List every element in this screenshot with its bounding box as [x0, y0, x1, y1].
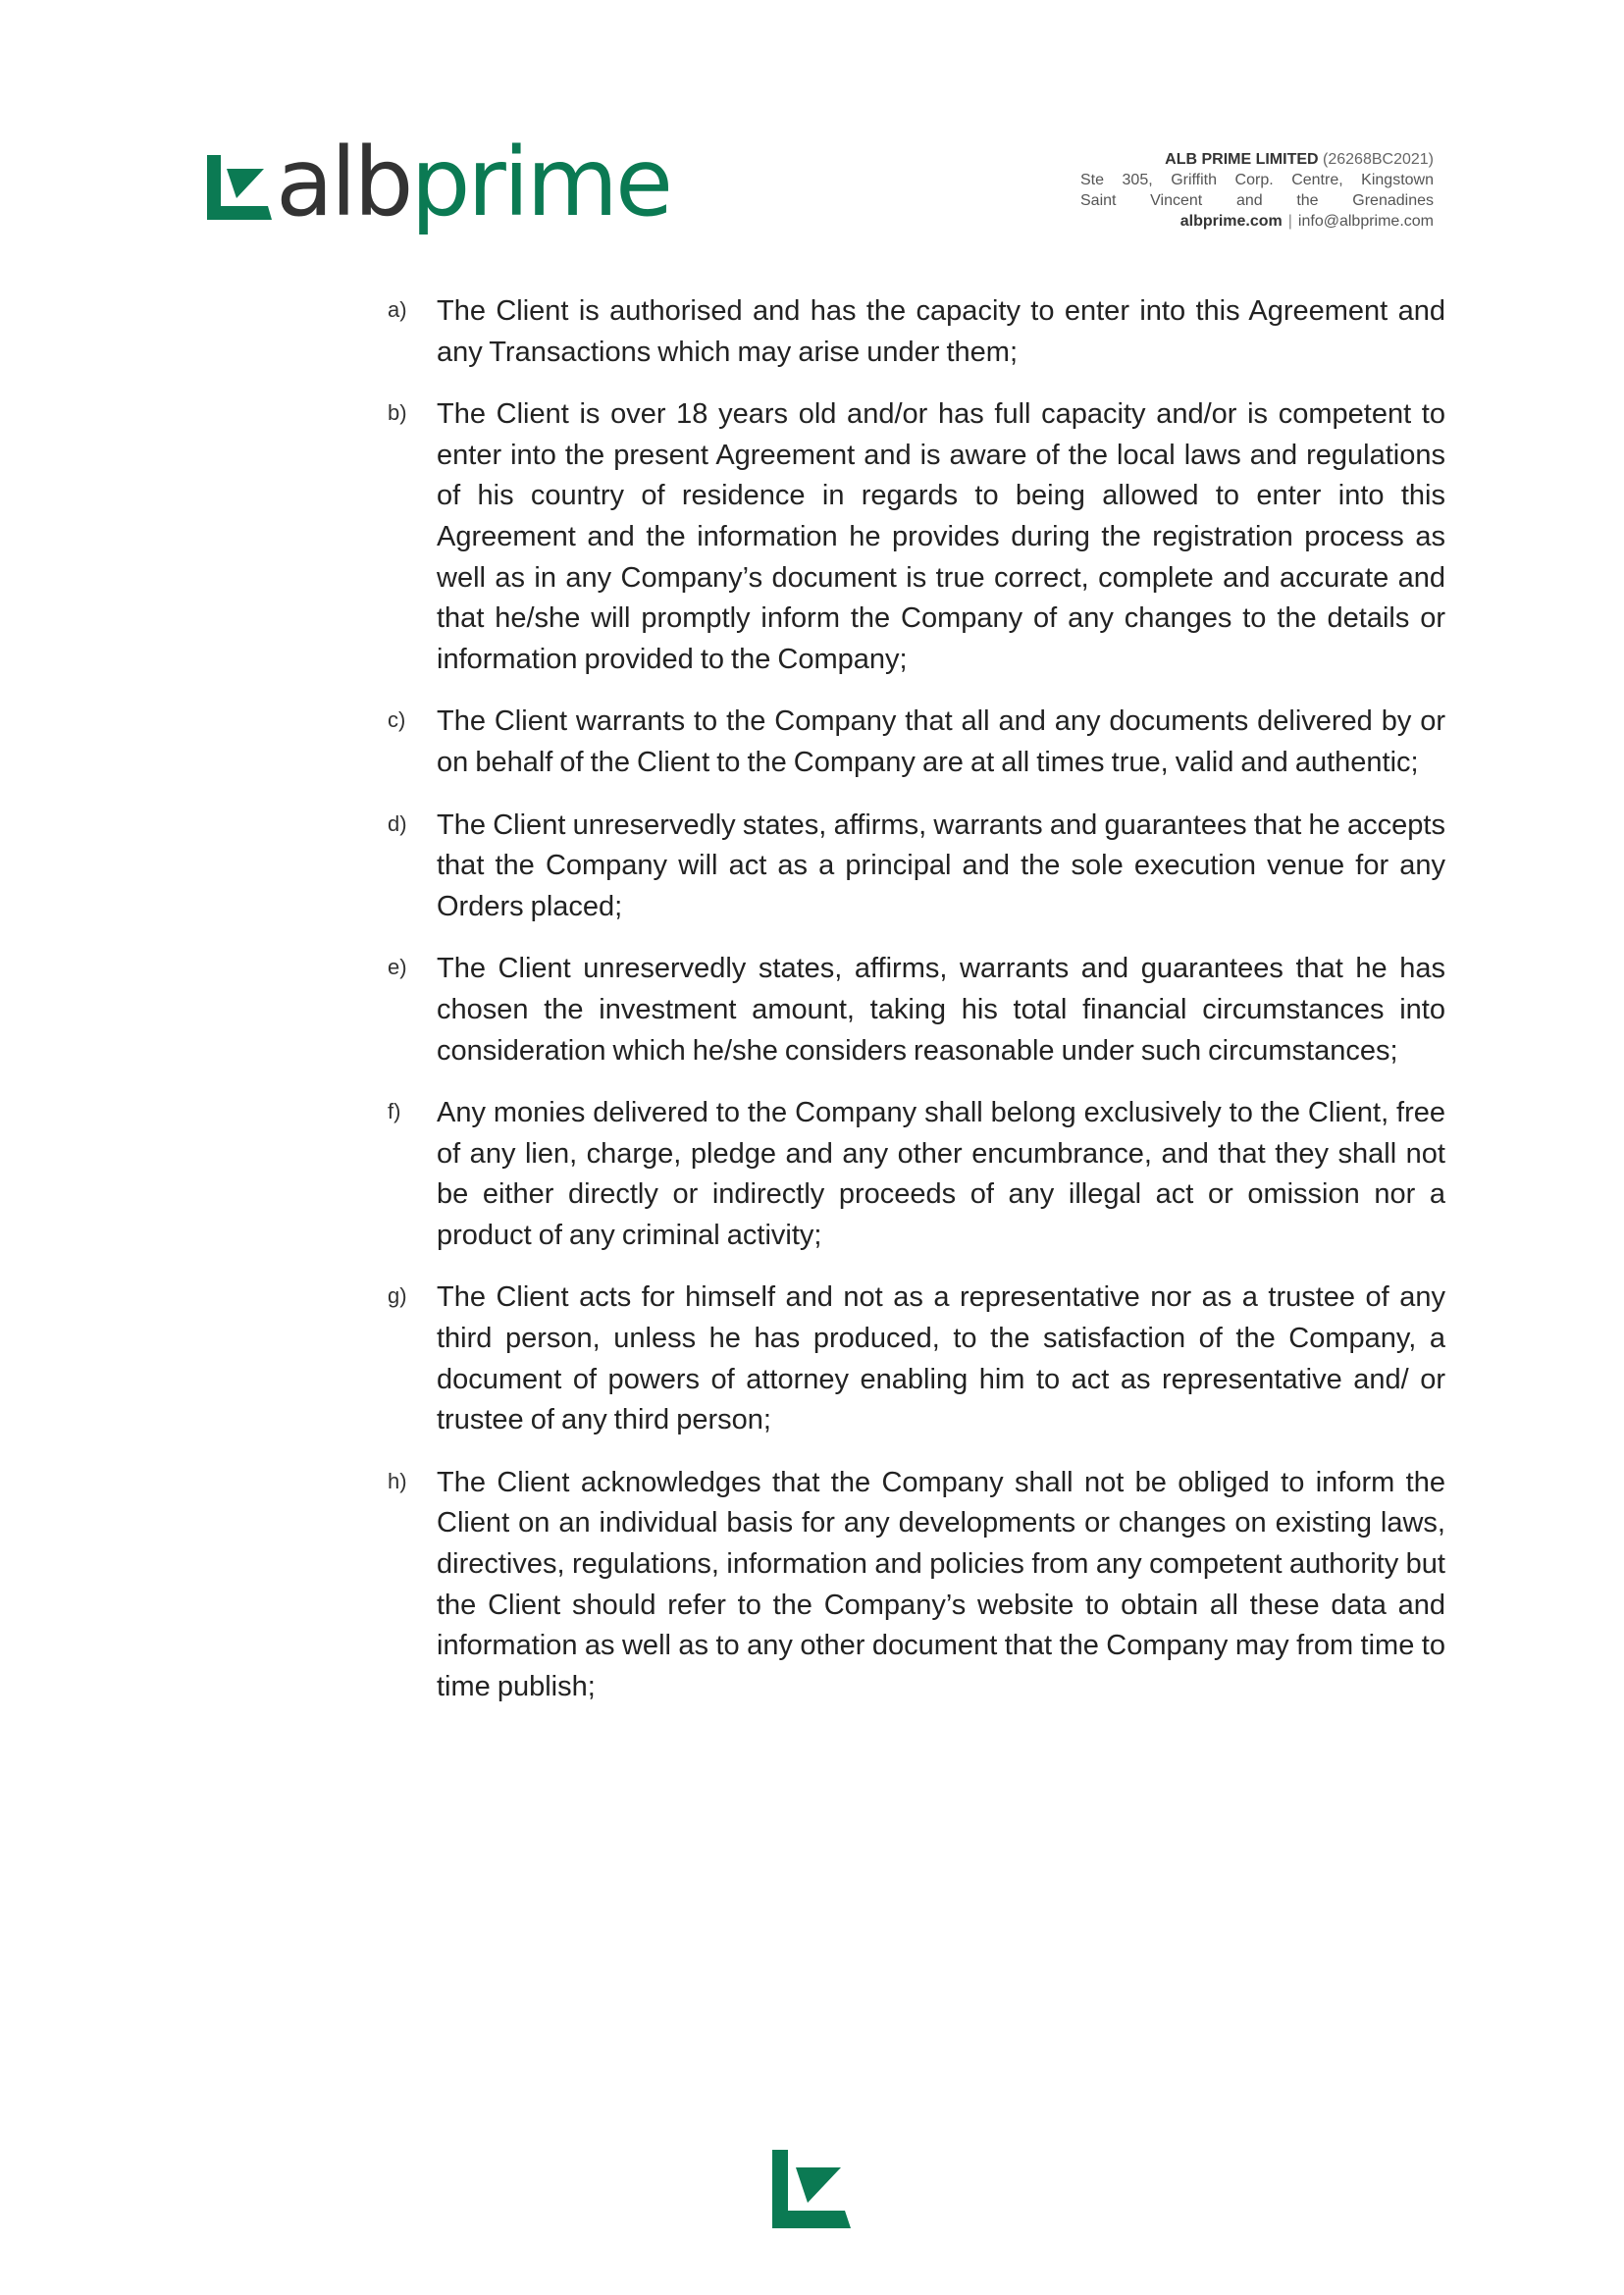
company-email[interactable]: info@albprime.com: [1297, 213, 1434, 230]
company-name: ALB PRIME LIMITED: [1165, 151, 1319, 168]
clause-letter: c): [388, 707, 406, 733]
clause-list: [388, 291, 1445, 1729]
clause-b: [388, 394, 1445, 680]
clause-h: [388, 1463, 1445, 1708]
clause-text: The Client warrants to the Company that all and any documents delivered by or on behalf of the Client to the Company are at all times true, valid and authentic;: [437, 705, 1445, 778]
albprime-footer-mark-icon: [772, 2150, 851, 2228]
clause-letter: a): [388, 297, 407, 322]
clause-text: Any monies delivered to the Company shall belong exclusively to the Client, free of any lien, charge, pledge and any other encumbrance, and that they shall not be either directly or indirectly proceeds of any illegal act or omission nor a product of any criminal activity;: [437, 1097, 1445, 1251]
clause-a: [388, 291, 1445, 373]
clause-letter: b): [388, 400, 407, 426]
contact-separator: |: [1287, 213, 1292, 230]
company-address-line1: Ste 305, Griffith Corp. Centre, Kingstown: [1080, 172, 1434, 188]
company-registration: (26268BC2021): [1323, 151, 1434, 168]
logo-word-prime: prime: [410, 128, 671, 237]
company-info: [1080, 149, 1434, 232]
company-name-line: [1080, 149, 1434, 170]
clause-text: The Client is over 18 years old and/or has full capacity and/or is competent to enter into the present Agreement and is aware of the local laws and regulations of his country of residence in regards to being allowed to enter into this Agreement and the information he provides during the registration process as well as in any Company’s document is true correct, complete and accurate and that he/she will promptly inform the Company of any changes to the details or information provided to the Company;: [437, 398, 1445, 675]
clause-letter: d): [388, 810, 407, 836]
logo-wordmark: [276, 124, 670, 241]
clause-letter: e): [388, 955, 407, 980]
company-address-line2: Saint Vincent and the Grenadines: [1080, 192, 1434, 209]
clause-letter: g): [388, 1283, 407, 1309]
clause-letter: f): [388, 1099, 401, 1124]
logo-word-alb: alb: [276, 128, 411, 237]
albprime-logo: [207, 128, 678, 253]
clause-text: The Client acts for himself and not as a representative nor as a trustee of any third person, unless he has produced, to the satisfaction of the Company, a document of powers of attorney enabling him to act as representative and/ or trustee of any third person;: [437, 1281, 1445, 1436]
clause-g: [388, 1278, 1445, 1440]
clause-text: The Client is authorised and has the capacity to enter into this Agreement and any Transactions which may arise under them;: [437, 295, 1445, 368]
clause-e: [388, 949, 1445, 1071]
clause-d: [388, 806, 1445, 928]
clause-text: The Client unreservedly states, affirms, warrants and guarantees that he accepts that the Company will act as a principal and the sole execution venue for any Orders placed;: [437, 808, 1445, 922]
clause-letter: h): [388, 1468, 407, 1493]
albprime-logo-mark-icon: [207, 155, 272, 220]
company-website[interactable]: albprime.com: [1179, 213, 1283, 230]
clause-text: The Client acknowledges that the Company shall not be obliged to inform the Client on an individual basis for any developments or changes on existing laws, directives, regulations, information and policies from any competent authority but the Client should refer to the Company’s website to obtain all these data and information as well as to any other document that the Company may from time to time publish;: [437, 1466, 1445, 1702]
clause-text: The Client unreservedly states, affirms, warrants and guarantees that he has chosen the investment amount, taking his total financial circumstances into consideration which he/she considers reasonable under such circumstances;: [437, 953, 1445, 1067]
clause-f: [388, 1093, 1445, 1256]
company-contact-line: [1080, 211, 1434, 232]
clause-c: [388, 702, 1445, 783]
